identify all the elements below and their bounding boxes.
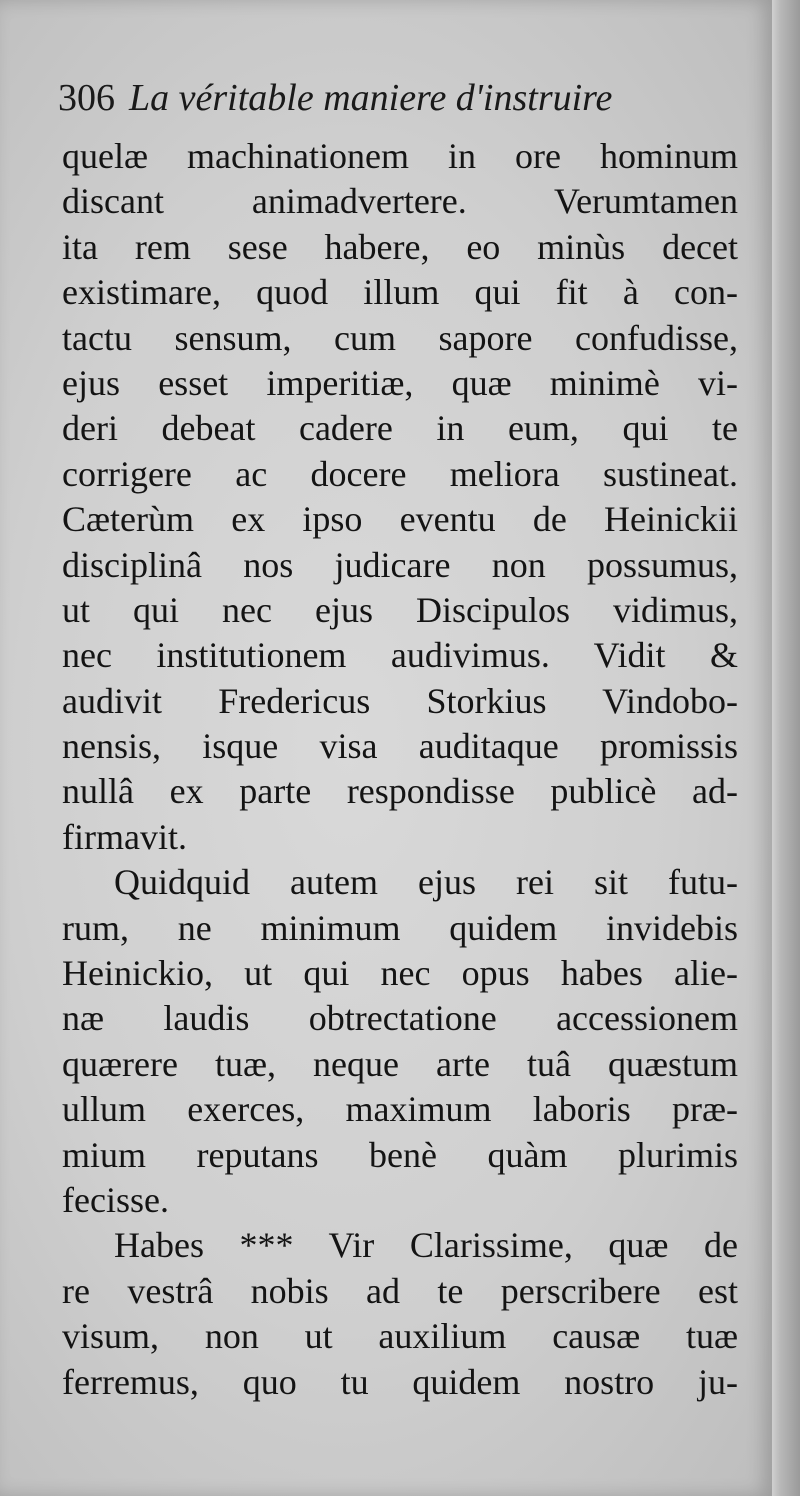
text-line: tactu sensum, cum sapore confudisse,: [62, 317, 738, 358]
text-line: nensis, isque visa auditaque promissis: [62, 726, 738, 767]
text-line: corrigere ac docere meliora sustineat.: [62, 453, 738, 494]
paragraph-1: [62, 134, 738, 860]
text-line: quelæ machinationem in ore hominum: [62, 136, 738, 176]
text-line: visum, non ut auxilium causæ tuæ: [62, 1316, 738, 1357]
text-line: ferremus, quo tu quidem nostro ju-: [62, 1361, 738, 1402]
running-head: [58, 72, 738, 124]
text-line: ita rem sese habere, eo minùs decet: [62, 226, 738, 267]
text-line: fecisse.: [62, 1179, 169, 1220]
text-line: quærere tuæ, neque arte tuâ quæstum: [62, 1043, 738, 1084]
text-line: Heinickio, ut qui nec opus habes alie-: [62, 953, 738, 994]
text-line: mium reputans benè quàm plurimis: [62, 1134, 738, 1175]
text-line: nullâ ex parte respondisse publicè ad-: [62, 771, 738, 812]
paragraph-3: [62, 1223, 738, 1405]
text-line: re vestrâ nobis ad te perscribere est: [62, 1270, 738, 1311]
running-title: La véritable maniere d'instruire: [129, 77, 613, 119]
text-line: firmavit.: [62, 816, 187, 857]
body-text: [62, 134, 738, 1405]
text-line: existimare, quod illum qui fit à con-: [62, 272, 738, 313]
page-number: 306: [58, 77, 115, 119]
text-line: ullum exerces, maximum laboris præ-: [62, 1089, 738, 1130]
text-line: ejus esset imperitiæ, quæ minimè vi-: [62, 362, 738, 403]
paragraph-2: [62, 860, 738, 1223]
text-line: Habes *** Vir Clarissime, quæ de: [114, 1225, 738, 1266]
text-line: deri debeat cadere in eum, qui te: [62, 408, 738, 449]
text-line: nec institutionem audivimus. Vidit &: [62, 635, 738, 676]
text-line: discant animadvertere. Verumtamen: [62, 181, 738, 222]
text-line: næ laudis obtrectatione accessionem: [62, 998, 738, 1039]
page-edge: [772, 0, 800, 1496]
text-line: ut qui nec ejus Discipulos vidimus,: [62, 589, 738, 630]
text-line: Quidquid autem ejus rei sit futu-: [114, 862, 738, 903]
text-line: audivit Fredericus Storkius Vindobo-: [62, 680, 738, 721]
text-line: disciplinâ nos judicare non possumus,: [62, 544, 738, 585]
text-line: Cæterùm ex ipso eventu de Heinickii: [62, 499, 738, 540]
text-line: rum, ne minimum quidem invidebis: [62, 907, 738, 948]
